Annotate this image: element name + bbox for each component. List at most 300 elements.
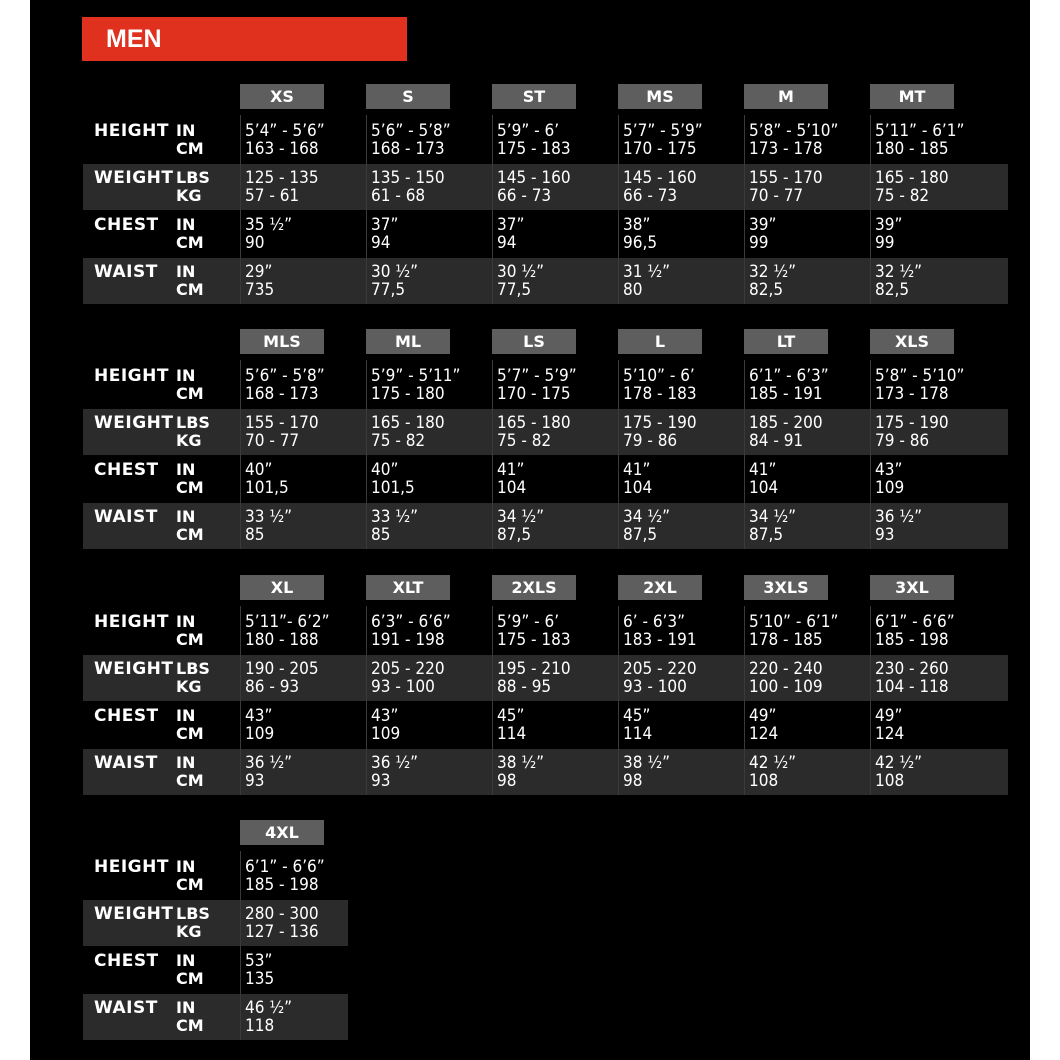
cell-value: 6’1” - 6’3” [749, 366, 829, 386]
cell-value: 45” [497, 706, 525, 726]
cell-value: 175 - 183 [497, 630, 571, 650]
column-divider [870, 115, 871, 304]
cell-height [371, 122, 451, 158]
cell-value: 104 [497, 478, 527, 498]
cell-height [875, 613, 955, 649]
row-label-weight: WEIGHT [94, 659, 174, 679]
cell-value: 168 - 173 [371, 139, 445, 159]
cell-chest [245, 707, 274, 743]
cell-value: 39” [875, 215, 903, 235]
unit-cm: CM [176, 139, 204, 158]
unit-labels-chest [176, 952, 216, 988]
unit-in: IN [176, 951, 196, 970]
cell-waist [245, 263, 274, 299]
cell-height [245, 367, 325, 403]
cell-value: 93 [245, 771, 265, 791]
cell-value: 33 ½” [245, 507, 293, 527]
cell-value: 34 ½” [497, 507, 545, 527]
cell-value: 6’3” - 6’6” [371, 612, 451, 632]
unit-labels-waist [176, 754, 216, 790]
cell-value: 40” [371, 460, 399, 480]
unit-cm: CM [176, 771, 204, 790]
unit-cm: CM [176, 969, 204, 988]
cell-value: 178 - 185 [749, 630, 823, 650]
size-header-xls: XLS [870, 329, 954, 354]
cell-chest [371, 461, 415, 497]
unit-cm: CM [176, 478, 204, 497]
cell-value: 195 - 210 [497, 659, 571, 679]
unit-in: IN [176, 612, 196, 631]
size-header-l: L [618, 329, 702, 354]
cell-value: 39” [749, 215, 777, 235]
cell-value: 57 - 61 [245, 186, 300, 206]
cell-value: 88 - 95 [497, 677, 552, 697]
cell-value: 77,5 [371, 280, 406, 300]
cell-value: 185 - 200 [749, 413, 823, 433]
unit-labels-waist [176, 508, 216, 544]
cell-chest [623, 461, 652, 497]
cell-waist [497, 263, 544, 299]
column-divider [240, 360, 241, 549]
cell-value: 36 ½” [245, 753, 293, 773]
column-divider [366, 606, 367, 795]
row-label-waist: WAIST [94, 998, 158, 1018]
unit-labels-chest [176, 707, 216, 743]
cell-value: 109 [371, 724, 401, 744]
cell-value: 175 - 190 [623, 413, 697, 433]
row-label-waist: WAIST [94, 262, 158, 282]
size-header-st: ST [492, 84, 576, 109]
column-divider [618, 606, 619, 795]
cell-weight [749, 169, 823, 205]
cell-chest [623, 216, 657, 252]
cell-chest [623, 707, 652, 743]
unit-cm: CM [176, 525, 204, 544]
cell-weight [749, 660, 823, 696]
column-divider [870, 360, 871, 549]
unit-in: IN [176, 366, 196, 385]
unit-in: IN [176, 460, 196, 479]
cell-value: 94 [497, 233, 517, 253]
cell-chest [497, 216, 524, 252]
cell-value: 205 - 220 [371, 659, 445, 679]
size-header-m: M [744, 84, 828, 109]
cell-value: 145 - 160 [497, 168, 571, 188]
unit-labels-chest [176, 216, 216, 252]
cell-value: 38” [623, 215, 651, 235]
cell-value: 77,5 [497, 280, 532, 300]
cell-value: 5’6” - 5’8” [371, 121, 451, 141]
cell-height [749, 122, 838, 158]
cell-value: 34 ½” [749, 507, 797, 527]
cell-value: 99 [875, 233, 895, 253]
cell-waist [623, 754, 670, 790]
cell-value: 180 - 185 [875, 139, 949, 159]
size-header-ls: LS [492, 329, 576, 354]
row-label-height: HEIGHT [94, 121, 169, 141]
cell-value: 38 ½” [497, 753, 545, 773]
size-header-ml: ML [366, 329, 450, 354]
cell-value: 114 [497, 724, 527, 744]
size-header-xlt: XLT [366, 575, 450, 600]
cell-chest [749, 461, 778, 497]
cell-value: 82,5 [875, 280, 910, 300]
unit-cm: CM [176, 630, 204, 649]
cell-chest [875, 216, 902, 252]
cell-weight [623, 169, 697, 205]
cell-value: 109 [245, 724, 275, 744]
cell-value: 41” [497, 460, 525, 480]
column-divider [240, 115, 241, 304]
cell-value: 108 [875, 771, 905, 791]
unit-in: IN [176, 121, 196, 140]
cell-value: 93 [875, 525, 895, 545]
cell-value: 5’8” - 5’10” [749, 121, 839, 141]
row-label-waist: WAIST [94, 753, 158, 773]
cell-value: 33 ½” [371, 507, 419, 527]
row-label-chest: CHEST [94, 215, 159, 235]
cell-value: 5’9” - 6’ [497, 121, 560, 141]
unit-labels-chest [176, 461, 216, 497]
cell-value: 183 - 191 [623, 630, 697, 650]
cell-waist [245, 754, 292, 790]
cell-value: 173 - 178 [749, 139, 823, 159]
cell-weight [245, 660, 319, 696]
cell-value: 94 [371, 233, 391, 253]
size-header-lt: LT [744, 329, 828, 354]
cell-value: 5’11” - 6’1” [875, 121, 965, 141]
unit-cm: CM [176, 1016, 204, 1035]
unit-lbs: LBS [176, 168, 210, 187]
cell-chest [497, 461, 526, 497]
cell-value: 93 - 100 [371, 677, 435, 697]
cell-value: 173 - 178 [875, 384, 949, 404]
cell-waist [623, 508, 670, 544]
cell-value: 34 ½” [623, 507, 671, 527]
cell-value: 185 - 198 [245, 875, 319, 895]
cell-value: 109 [875, 478, 905, 498]
unit-labels-waist [176, 999, 216, 1035]
cell-value: 5’7” - 5’9” [497, 366, 577, 386]
unit-kg: KG [176, 431, 202, 450]
unit-in: IN [176, 753, 196, 772]
cell-value: 104 [749, 478, 779, 498]
size-header-4xl: 4XL [240, 820, 324, 845]
size-header-xl: XL [240, 575, 324, 600]
cell-waist [623, 263, 670, 299]
cell-weight [245, 905, 319, 941]
cell-weight [371, 660, 445, 696]
row-label-weight: WEIGHT [94, 168, 174, 188]
unit-in: IN [176, 857, 196, 876]
cell-value: 84 - 91 [749, 431, 804, 451]
cell-weight [497, 660, 571, 696]
cell-value: 101,5 [371, 478, 415, 498]
column-divider [366, 360, 367, 549]
size-header-3xls: 3XLS [744, 575, 828, 600]
cell-value: 80 [623, 280, 643, 300]
cell-weight [749, 414, 823, 450]
cell-waist [749, 263, 796, 299]
cell-value: 108 [749, 771, 779, 791]
cell-value: 5’7” - 5’9” [623, 121, 703, 141]
cell-value: 70 - 77 [749, 186, 804, 206]
cell-value: 40” [245, 460, 273, 480]
column-divider [744, 115, 745, 304]
cell-value: 98 [497, 771, 517, 791]
cell-weight [497, 414, 571, 450]
cell-value: 190 - 205 [245, 659, 319, 679]
unit-lbs: LBS [176, 413, 210, 432]
cell-value: 6’1” - 6’6” [875, 612, 955, 632]
cell-height [245, 122, 325, 158]
cell-value: 155 - 170 [749, 168, 823, 188]
cell-value: 30 ½” [497, 262, 545, 282]
cell-chest [245, 952, 274, 988]
cell-waist [371, 754, 418, 790]
cell-weight [371, 414, 445, 450]
size-header-xs: XS [240, 84, 324, 109]
cell-value: 87,5 [749, 525, 784, 545]
cell-weight [245, 414, 319, 450]
cell-waist [245, 508, 292, 544]
size-header-s: S [366, 84, 450, 109]
cell-value: 30 ½” [371, 262, 419, 282]
unit-kg: KG [176, 186, 202, 205]
cell-value: 46 ½” [245, 998, 293, 1018]
cell-value: 66 - 73 [623, 186, 678, 206]
cell-value: 104 [623, 478, 653, 498]
cell-value: 98 [623, 771, 643, 791]
cell-value: 99 [749, 233, 769, 253]
unit-labels-weight [176, 414, 216, 450]
unit-kg: KG [176, 922, 202, 941]
cell-height [245, 858, 325, 894]
unit-lbs: LBS [176, 659, 210, 678]
cell-value: 101,5 [245, 478, 289, 498]
unit-labels-height [176, 122, 216, 158]
cell-value: 124 [875, 724, 905, 744]
size-header-2xls: 2XLS [492, 575, 576, 600]
cell-value: 5’4” - 5’6” [245, 121, 325, 141]
unit-labels-weight [176, 169, 216, 205]
cell-value: 280 - 300 [245, 904, 319, 924]
cell-value: 41” [749, 460, 777, 480]
cell-chest [497, 707, 526, 743]
cell-value: 45” [623, 706, 651, 726]
cell-value: 175 - 190 [875, 413, 949, 433]
cell-value: 127 - 136 [245, 922, 319, 942]
cell-value: 37” [497, 215, 525, 235]
cell-value: 70 - 77 [245, 431, 300, 451]
unit-in: IN [176, 998, 196, 1017]
cell-value: 75 - 82 [875, 186, 930, 206]
cell-weight [875, 660, 949, 696]
cell-value: 6’1” - 6’6” [245, 857, 325, 877]
cell-value: 125 - 135 [245, 168, 319, 188]
cell-value: 155 - 170 [245, 413, 319, 433]
unit-labels-waist [176, 263, 216, 299]
cell-value: 43” [371, 706, 399, 726]
unit-labels-weight [176, 905, 216, 941]
cell-value: 230 - 260 [875, 659, 949, 679]
cell-value: 180 - 188 [245, 630, 319, 650]
unit-lbs: LBS [176, 904, 210, 923]
cell-height [749, 367, 829, 403]
cell-waist [371, 263, 418, 299]
unit-kg: KG [176, 677, 202, 696]
cell-chest [749, 707, 778, 743]
column-divider [240, 606, 241, 795]
cell-value: 165 - 180 [875, 168, 949, 188]
row-label-height: HEIGHT [94, 366, 169, 386]
cell-value: 5’8” - 5’10” [875, 366, 965, 386]
unit-in: IN [176, 706, 196, 725]
cell-value: 37” [371, 215, 399, 235]
column-divider [618, 360, 619, 549]
cell-weight [245, 169, 319, 205]
cell-height [875, 367, 964, 403]
unit-in: IN [176, 262, 196, 281]
unit-in: IN [176, 507, 196, 526]
cell-chest [875, 461, 904, 497]
size-header-2xl: 2XL [618, 575, 702, 600]
cell-value: 170 - 175 [497, 384, 571, 404]
cell-value: 124 [749, 724, 779, 744]
cell-value: 5’9” - 5’11” [371, 366, 461, 386]
cell-value: 35 ½” [245, 215, 293, 235]
cell-value: 185 - 191 [749, 384, 823, 404]
cell-value: 205 - 220 [623, 659, 697, 679]
cell-value: 135 - 150 [371, 168, 445, 188]
cell-chest [875, 707, 904, 743]
column-divider [744, 360, 745, 549]
unit-labels-height [176, 367, 216, 403]
cell-value: 79 - 86 [875, 431, 930, 451]
cell-height [623, 122, 703, 158]
cell-waist [749, 754, 796, 790]
cell-waist [245, 999, 292, 1035]
column-divider [492, 115, 493, 304]
unit-labels-weight [176, 660, 216, 696]
cell-value: 32 ½” [749, 262, 797, 282]
cell-value: 42 ½” [749, 753, 797, 773]
row-label-waist: WAIST [94, 507, 158, 527]
row-label-chest: CHEST [94, 460, 159, 480]
cell-value: 53” [245, 951, 273, 971]
size-chart [30, 0, 1030, 1060]
cell-chest [371, 707, 400, 743]
cell-value: 87,5 [497, 525, 532, 545]
cell-height [497, 122, 571, 158]
cell-waist [371, 508, 418, 544]
unit-labels-height [176, 858, 216, 894]
cell-waist [497, 508, 544, 544]
cell-value: 93 - 100 [623, 677, 687, 697]
cell-height [245, 613, 330, 649]
cell-value: 85 [371, 525, 391, 545]
column-divider [492, 360, 493, 549]
cell-value: 42 ½” [875, 753, 923, 773]
cell-weight [623, 660, 697, 696]
cell-value: 163 - 168 [245, 139, 319, 159]
row-label-weight: WEIGHT [94, 904, 174, 924]
cell-waist [875, 754, 922, 790]
unit-cm: CM [176, 280, 204, 299]
cell-value: 5’10” - 6’1” [749, 612, 839, 632]
cell-value: 41” [623, 460, 651, 480]
cell-chest [245, 461, 289, 497]
row-label-height: HEIGHT [94, 857, 169, 877]
cell-waist [875, 508, 922, 544]
cell-value: 49” [875, 706, 903, 726]
unit-cm: CM [176, 384, 204, 403]
row-label-chest: CHEST [94, 951, 159, 971]
cell-value: 87,5 [623, 525, 658, 545]
cell-value: 220 - 240 [749, 659, 823, 679]
size-header-3xl: 3XL [870, 575, 954, 600]
cell-value: 185 - 198 [875, 630, 949, 650]
cell-value: 6’ - 6’3” [623, 612, 686, 632]
men-title-banner: MEN [82, 17, 407, 61]
cell-value: 85 [245, 525, 265, 545]
cell-height [623, 613, 697, 649]
cell-value: 36 ½” [875, 507, 923, 527]
cell-height [749, 613, 838, 649]
cell-height [875, 122, 964, 158]
column-divider [744, 606, 745, 795]
cell-value: 175 - 183 [497, 139, 571, 159]
cell-value: 165 - 180 [497, 413, 571, 433]
cell-value: 5’6” - 5’8” [245, 366, 325, 386]
cell-chest [245, 216, 292, 252]
column-divider [870, 606, 871, 795]
cell-value: 5’9” - 6’ [497, 612, 560, 632]
cell-value: 38 ½” [623, 753, 671, 773]
row-label-height: HEIGHT [94, 612, 169, 632]
cell-weight [497, 169, 571, 205]
cell-value: 135 [245, 969, 275, 989]
cell-weight [875, 414, 949, 450]
row-label-chest: CHEST [94, 706, 159, 726]
cell-value: 75 - 82 [371, 431, 426, 451]
cell-value: 165 - 180 [371, 413, 445, 433]
cell-value: 735 [245, 280, 275, 300]
cell-value: 90 [245, 233, 265, 253]
cell-value: 168 - 173 [245, 384, 319, 404]
cell-height [371, 367, 460, 403]
cell-value: 100 - 109 [749, 677, 823, 697]
cell-chest [371, 216, 398, 252]
unit-labels-height [176, 613, 216, 649]
size-header-ms: MS [618, 84, 702, 109]
cell-value: 114 [623, 724, 653, 744]
cell-height [497, 613, 571, 649]
cell-value: 43” [875, 460, 903, 480]
cell-height [623, 367, 697, 403]
size-header-mls: MLS [240, 329, 324, 354]
cell-value: 118 [245, 1016, 275, 1036]
cell-weight [875, 169, 949, 205]
cell-value: 5’10” - 6’ [623, 366, 695, 386]
cell-waist [749, 508, 796, 544]
unit-cm: CM [176, 724, 204, 743]
cell-value: 79 - 86 [623, 431, 678, 451]
cell-weight [623, 414, 697, 450]
cell-value: 36 ½” [371, 753, 419, 773]
unit-in: IN [176, 215, 196, 234]
cell-value: 49” [749, 706, 777, 726]
